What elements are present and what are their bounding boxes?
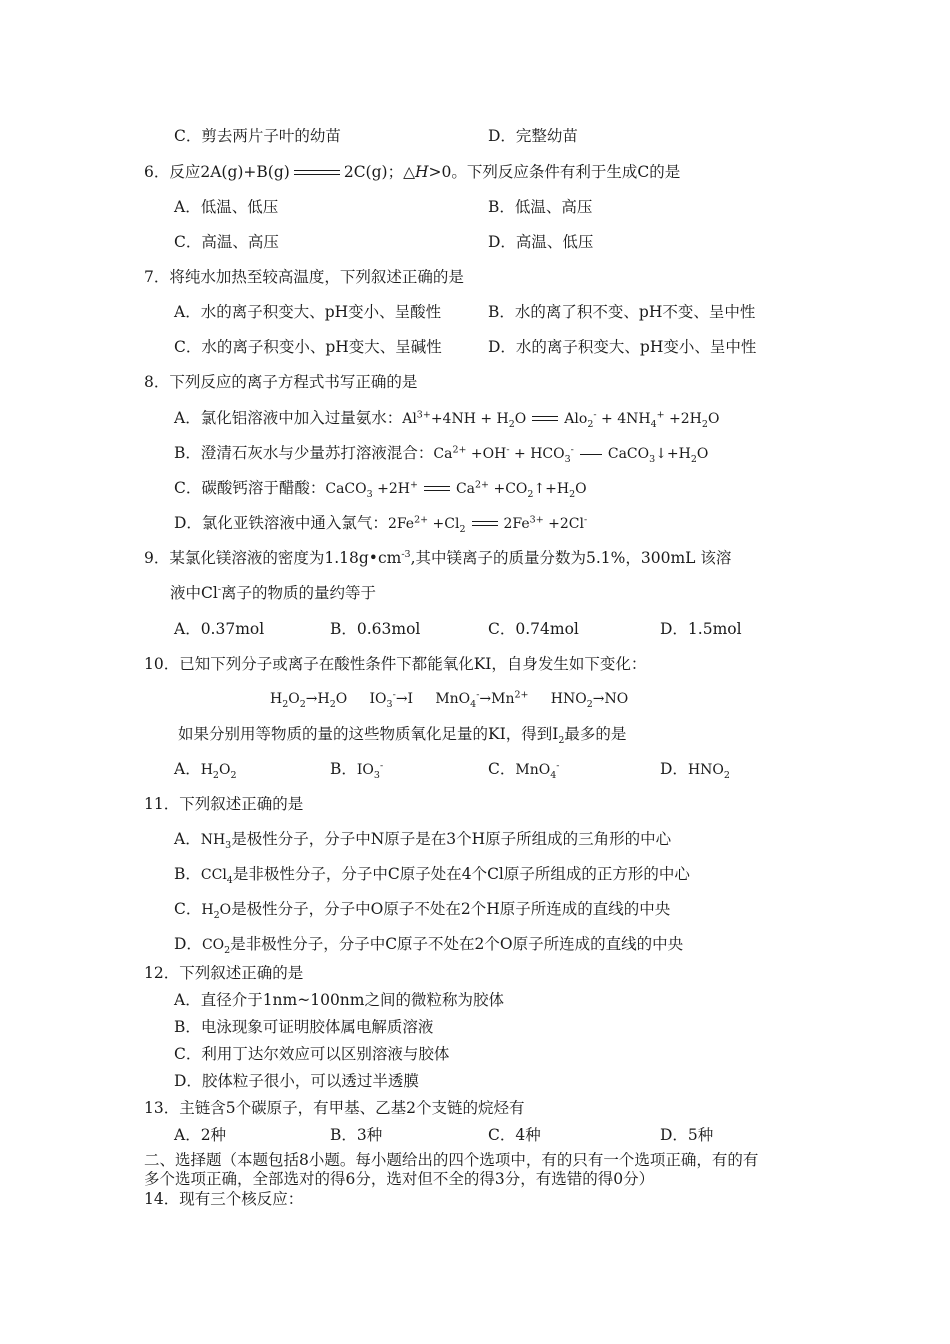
q5-option-d: D．完整幼苗: [488, 127, 578, 145]
q7-option-d: D．水的离子积变大、pH变小、呈中性: [488, 338, 757, 356]
q10-stem-cont: 如果分别用等物质的量的这些物质氧化足量的KI，得到$I_2$最多的是: [178, 725, 627, 747]
q12-option-c: C．利用丁达尔效应可以区别溶液与胶体: [174, 1045, 450, 1063]
q13-stem: 13．主链含5个碳原子，有甲基、乙基2个支链的烷烃有: [144, 1099, 525, 1117]
q12-option-a: A．直径介于1nm~100nm之间的微粒称为胶体: [174, 991, 504, 1009]
q8-stem: 8．下列反应的离子方程式书写正确的是: [144, 373, 418, 391]
q13-option-d: D．5种: [660, 1126, 714, 1144]
q9-option-a: A．0.37mol: [174, 620, 265, 638]
q10-reactions: $H_2O_2\to H_2O$ $IO_3^-\to I$ $MnO_4^-\to Mn^{2+}$ $HNO_2\to NO$: [270, 689, 629, 710]
equals-sign-icon: [424, 485, 450, 493]
q13-option-b: B．3种: [330, 1126, 383, 1144]
q11-option-b: B．CCl$_4$是非极性分子，分子中C原子处在4个Cl原子所组成的正方形的中心: [174, 865, 690, 886]
q10-option-b: B．$IO_3^-$: [330, 760, 384, 781]
q7-option-b: B．水的离了积不变、pH不变、呈中性: [488, 303, 756, 321]
section2-heading-cont: 多个选项正确，全部选对的得6分，选对但不全的得3分，有选错的得0分）: [144, 1170, 655, 1188]
q12-option-d: D．胶体粒子很小，可以透过半透膜: [174, 1072, 419, 1090]
section2-heading: 二、选择题（本题包括8小题。每小题给出的四个选项中，有的只有一个选项正确，有的有: [144, 1151, 759, 1169]
q6-stem: 6．反应2A(g)+B(g) 2C(g)；△H>0。下列反应条件有利于生成C的是: [144, 163, 681, 181]
q12-option-b: B．电泳现象可证明胶体属电解质溶液: [174, 1018, 434, 1036]
q8-option-d: D．氯化亚铁溶液中通入氯气：$2Fe^{2+} +Cl_2$ $2Fe^{3+} +2Cl^-$: [174, 514, 588, 535]
q9-option-b: B．0.63mol: [330, 620, 421, 638]
q9-option-c: C．0.74mol: [488, 620, 579, 638]
q9-stem-cont: 液中Cl-离子的物质的量约等于: [170, 583, 377, 602]
q9-option-d: D．1.5mol: [660, 620, 742, 638]
reaction-dash-icon: [580, 454, 602, 455]
q11-option-d: D．$CO_2$是非极性分子，分子中C原子不处在2个O原子所连成的直线的中央: [174, 935, 684, 956]
q11-stem: 11．下列叙述正确的是: [144, 795, 304, 813]
q7-stem: 7．将纯水加热至较高温度，下列叙述正确的是: [144, 268, 464, 286]
q5-option-c: C．剪去两片子叶的幼苗: [174, 127, 341, 145]
q7-option-a: A．水的离子积变大、pH变小、呈酸性: [174, 303, 442, 321]
q8-option-b: B．澄清石灰水与少量苏打溶液混合：$Ca^{2+} +OH^- + HCO_3^-$ $CaCO_3↓+H_2O$: [174, 444, 709, 465]
q13-option-a: A．2种: [174, 1126, 227, 1144]
equals-sign-icon: [472, 520, 498, 528]
q6-option-a: A．低温、低压: [174, 198, 279, 216]
q6-option-d: D．高温、低压: [488, 233, 594, 251]
equilibrium-arrow-icon: [294, 168, 340, 178]
equals-sign-icon: [532, 415, 558, 423]
q10-option-c: C．MnO$_4$-: [488, 760, 560, 781]
q14-stem: 14．现有三个核反应：: [144, 1190, 304, 1208]
q13-option-c: C．4种: [488, 1126, 541, 1144]
q8-option-a: A．氯化铝溶液中加入过量氨水：$Al^{3+}+4NH + H_2O$ $Alo_2^- + 4NH_4^+ +2H_2O$: [174, 409, 720, 430]
q8-option-c: C．碳酸钙溶于醋酸：CaCO$_3$ +2H+ $Ca^{2+}$ $+CO_2↑+H_2O$: [174, 479, 587, 500]
q7-option-c: C．水的离子积变小、pH变大、呈碱性: [174, 338, 442, 356]
q12-stem: 12．下列叙述正确的是: [144, 964, 304, 982]
q10-stem: 10．已知下列分子或离子在酸性条件下都能氧化KI，自身发生如下变化：: [144, 655, 647, 673]
q11-option-a: A．$NH_3$是极性分子，分子中N原子是在3个H原子所组成的三角形的中心: [174, 830, 672, 851]
q11-option-c: C．$H_2O$是极性分子，分子中O原子不处在2个H原子所连成的直线的中央: [174, 900, 671, 921]
q9-stem: 9．某氯化镁溶液的密度为$1.18g•cm^{-3}$,其中镁离子的质量分数为5.1%，300mL 该溶: [144, 548, 732, 567]
q6-option-c: C．高温、高压: [174, 233, 279, 251]
q6-option-b: B．低温、高压: [488, 198, 593, 216]
q10-option-d: D．$HNO_2$: [660, 760, 730, 781]
q10-option-a: A．$H_2O_2$: [174, 760, 237, 781]
